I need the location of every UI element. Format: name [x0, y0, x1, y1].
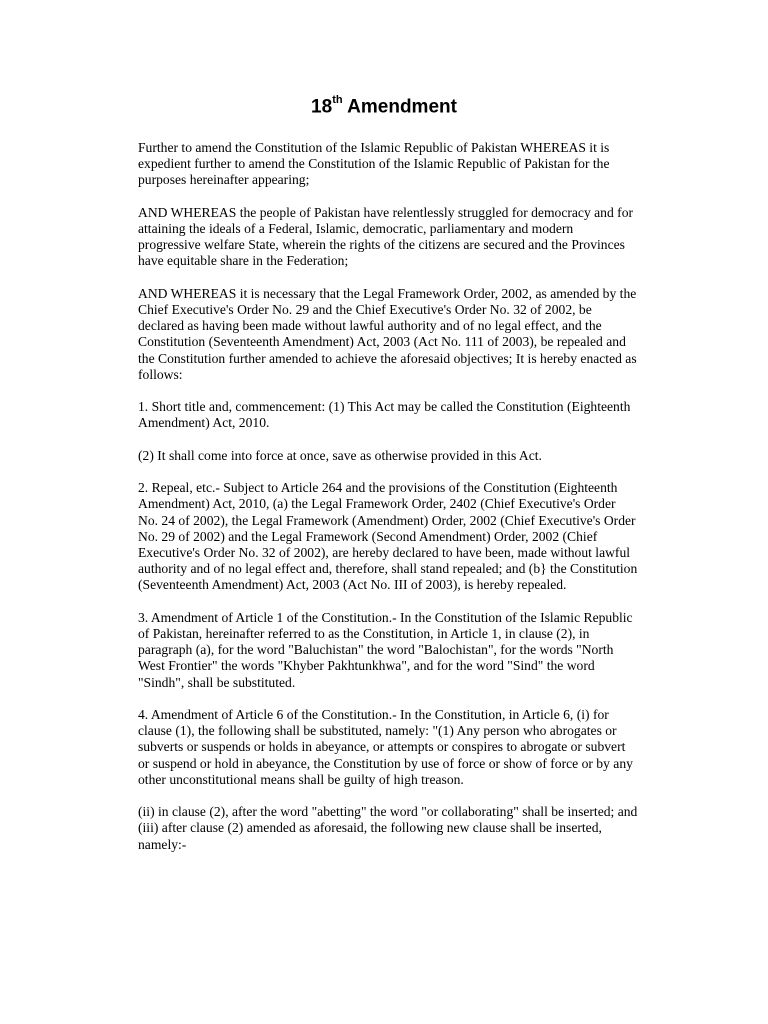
paragraph-section-2: 2. Repeal, etc.- Subject to Article 264 and the provisions of the Constitution (Eighteenth Amendment) Act, 2010, (a) the Legal Framework Order, 2402 (Chief Executive's Order No. 24 of 2002), the Legal Framework (Amendment) Order, 2002 (Chief Executive's Order No. 29 of 2002) and the Legal Framework (Second Amendment) Order, 2002 (Chief Executive's Order No. 32 of 2002), are hereby declared to have been, made without lawful authority and of no legal effect and, therefore, shall stand repealed; and (b} the Constitution (Seventeenth Amendment) Act, 2003 (Act No. III of 2003), is hereby repealed. — [138, 480, 638, 593]
paragraph-section-1-1: 1. Short title and, commencement: (1) This Act may be called the Constitution (Eighteenth Amendment) Act, 2010. — [138, 399, 631, 431]
page-title — [0, 96, 768, 118]
paragraph-section-3: 3. Amendment of Article 1 of the Constitution.- In the Constitution of the Islamic Republic of Pakistan, hereinafter referred to as the Constitution, in Article 1, in clause (2), in paragraph (a), for the word "Baluchistan" the word "Balochistan", for the words "North West Frontier" the words "Khyber Pakhtunkhwa", and for the word "Sind" the word "Sindh", shall be substituted. — [138, 609, 633, 690]
paragraph-section-1-2: (2) It shall come into force at once, save as otherwise provided in this Act. — [138, 447, 542, 463]
title-word: Amendment — [342, 96, 457, 118]
paragraph-section-4-ii: (ii) in clause (2), after the word "abetting" the word "or collaborating" shall be inserted; and (iii) after clause (2) amended as aforesaid, the following new clause shall be inserted, namely:- — [138, 804, 638, 852]
title-ordinal-suffix: th — [332, 94, 343, 106]
title-number: 18 — [311, 96, 333, 118]
paragraph-preamble-2: AND WHEREAS the people of Pakistan have relentlessly struggled for democracy and for attaining the ideals of a Federal, Islamic, democratic, parliamentary and modern progressive welfare State, wherein the rights of the citizens are secured and the Provinces have equitable share in the Federation; — [138, 204, 634, 269]
paragraph-section-4: 4. Amendment of Article 6 of the Constitution.- In the Constitution, in Article 6, (i) for clause (1), the following shall be substituted, namely: "(1) Any person who abrogates or subverts or suspends or holds in abeyance, or attempts or conspires to abrogate or subvert or suspend or hold in abeyance, the Constitution by use of force or show of force or by any other unconstitutional means shall be guilty of high treason. — [138, 707, 633, 787]
paragraph-preamble-1: Further to amend the Constitution of the Islamic Republic of Pakistan WHEREAS it is expedient further to amend the Constitution of the Islamic Republic of Pakistan for the purposes hereinafter appearing; — [138, 140, 610, 188]
document-body — [138, 140, 638, 869]
paragraph-preamble-3: AND WHEREAS it is necessary that the Legal Framework Order, 2002, as amended by the Chief Executive's Order No. 29 and the Chief Executive's Order No. 32 of 2002, be declared as having been made without lawful authority and of no legal effect, and the Constitution (Seventeenth Amendment) Act, 2003 (Act No. 111 of 2003), be repealed and the Constitution further amended to achieve the aforesaid objectives; It is hereby enacted as follows: — [138, 285, 637, 382]
